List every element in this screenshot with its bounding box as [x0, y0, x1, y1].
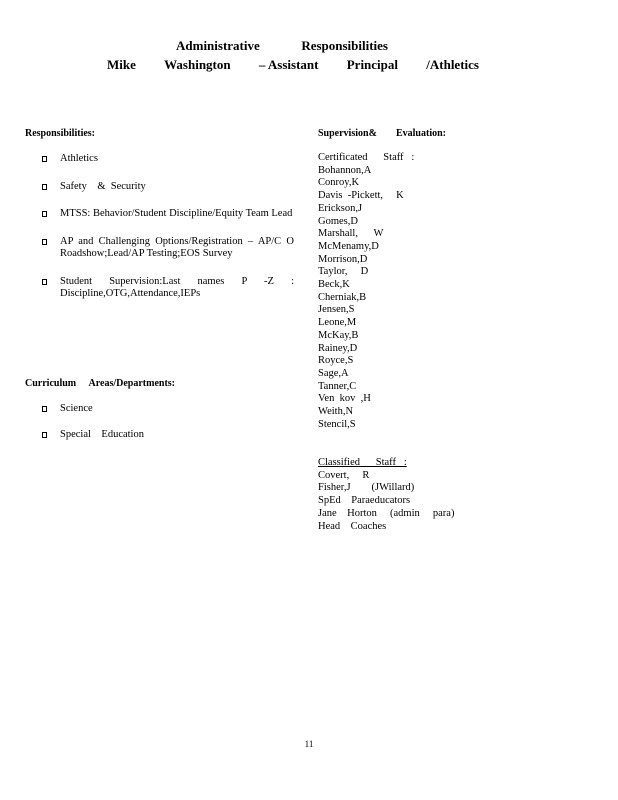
classified-staff-header: Classified Staff : [318, 457, 407, 468]
list-item: McMenamy,D [318, 240, 379, 252]
checkbox-bullet-icon [42, 406, 47, 412]
list-item: Gomes,D [318, 215, 358, 227]
title-word: Responsibilities [301, 38, 388, 53]
list-item: Conroy,K [318, 177, 360, 189]
list-item: Jane Horton (admin para) [318, 507, 455, 519]
page-number: 11 [304, 739, 314, 749]
checkbox-bullet-icon [42, 156, 47, 162]
list-item: Leone,M [318, 317, 357, 329]
list-item: Stencil,S [318, 418, 356, 430]
list-item: AP and Challenging Options/Registration – AP/C O Roadshow;Lead/AP Testing;EOS Survey [40, 236, 294, 261]
list-item: Special Education [40, 429, 294, 442]
list-item: Royce,S [318, 355, 354, 367]
list-item: Rainey,D [318, 342, 358, 354]
page-title-line-2 [107, 57, 479, 73]
list-item: McKay,B [318, 329, 359, 341]
title-word: Principal [346, 57, 399, 72]
checkbox-bullet-icon [42, 432, 47, 438]
responsibilities-list [40, 153, 294, 316]
list-item: Certificated Staff : [318, 152, 415, 163]
list-item: Athletics [40, 153, 294, 166]
list-item: Beck,K [318, 279, 350, 291]
list-item: Fisher,J (JWillard) [318, 482, 415, 494]
checkbox-bullet-icon [42, 239, 47, 245]
list-item: Bohannon,A [318, 164, 372, 176]
list-item: MTSS: Behavior/Student Discipline/Equity Team Lead [40, 208, 294, 221]
list-item: Jensen,S [318, 304, 355, 316]
list-item: Morrison,D [318, 253, 368, 265]
classified-staff-list [318, 457, 453, 533]
title-word: /Athletics [426, 57, 479, 72]
list-item: Tanner,C [318, 380, 357, 392]
list-item: Covert, R [318, 469, 370, 481]
list-item: Sage,A [318, 367, 349, 379]
list-item: Head Coaches [318, 520, 387, 532]
list-item: Weith,N [318, 406, 354, 418]
curriculum-list [40, 403, 294, 454]
curriculum-heading: Curriculum Areas/Departments: [25, 378, 175, 389]
list-item: Student Supervision:Last names P -Z : Discipline,OTG,Attendance,IEPs [40, 276, 294, 301]
title-word: Mike [107, 57, 136, 72]
certificated-staff-list [318, 152, 453, 431]
list-item: Science [40, 403, 294, 416]
list-item: Safety & Security [40, 181, 294, 194]
checkbox-bullet-icon [42, 279, 47, 285]
checkbox-bullet-icon [42, 211, 47, 217]
supervision-heading: Supervision& Evaluation: [318, 128, 446, 139]
list-item: Erickson,J [318, 202, 363, 214]
list-item: SpEd Paraeducators [318, 495, 411, 507]
list-item: Marshall, W [318, 228, 384, 240]
list-item: Davis -Pickett, K [318, 190, 404, 202]
checkbox-bullet-icon [42, 184, 47, 190]
list-item: Taylor, D [318, 266, 369, 278]
list-item: Cherniak,B [318, 291, 367, 303]
title-word: – Assistant [258, 57, 319, 72]
title-word: Administrative [176, 38, 260, 53]
page-title-line-1 [176, 38, 388, 54]
responsibilities-heading: Responsibilities: [25, 128, 96, 139]
list-item: Ven kov ,H [318, 393, 371, 405]
title-word: Washington [164, 57, 231, 72]
